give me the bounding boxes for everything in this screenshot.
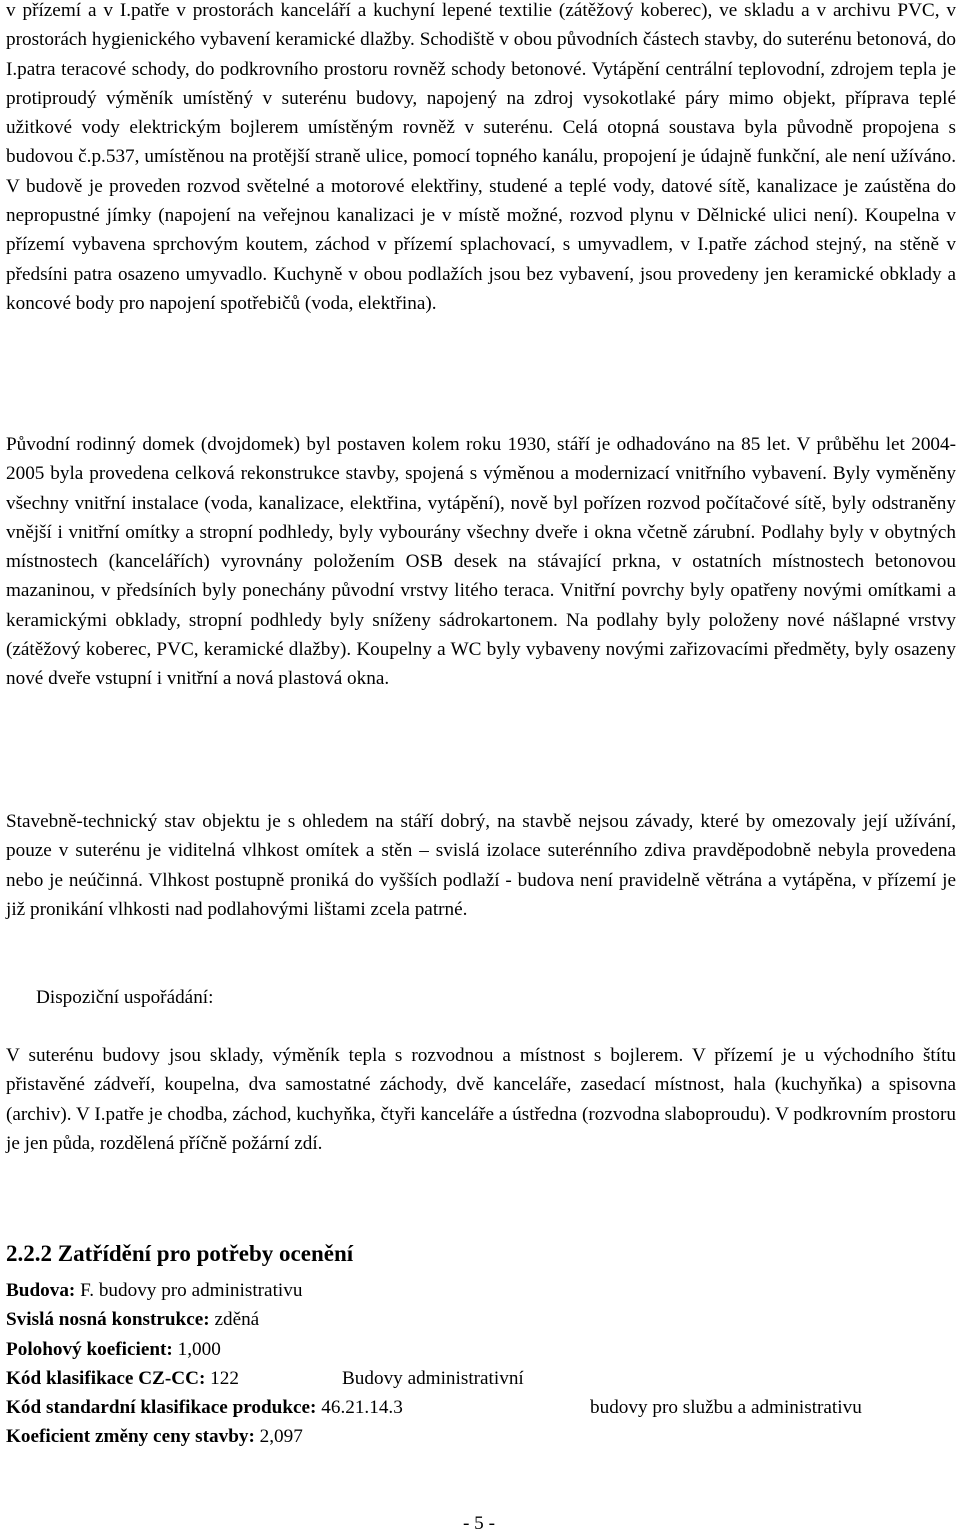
- klasifikace-value: 122: [205, 1367, 239, 1389]
- paragraph-technical-condition: Stavebně-technický stav objektu je s ohledem na stáří dobrý, na stavbě nejsou závady, které by omezovaly její užívání, pouze v suterénu je viditelná vlhkost omítek a stěn – svislá izolace suterénního zdiva pravděpodobně nebyla provedena nebo je neúčinná. Vlhkost postupně proniká do vyšších podlaží - budova není pravidelně větrána a vytápěna, v přízemí je již pronikání vlhkosti nad podlahovými lištami zcela patrné.: [6, 811, 956, 920]
- classification-list: [6, 1276, 956, 1452]
- polohovy-value: 1,000: [172, 1338, 221, 1360]
- classification-row-produkce: [6, 1393, 956, 1422]
- klasifikace-description: Budovy administrativní: [342, 1367, 524, 1389]
- classification-row-koeficient: [6, 1422, 956, 1451]
- layout-subheading: Dispoziční uspořádání:: [36, 987, 214, 1008]
- section-title: 2.2.2 Zatřídění pro potřeby ocenění: [6, 1241, 354, 1266]
- budova-value: F. budovy pro administrativu: [75, 1280, 303, 1301]
- polohovy-label: Polohový koeficient:: [6, 1338, 173, 1360]
- budova-label: Budova:: [6, 1280, 76, 1301]
- konstrukce-value: zděná: [209, 1309, 260, 1331]
- paragraph-layout-description: V suterénu budovy jsou sklady, výměník tepla s rozvodnou a místnost s bojlerem. V přízemí je u východního štítu přistavěné zádveří, koupelna, dva samostatné záchody, dvě kanceláře, zasedací místnost, hala (kuchyňka) a spisovna (archiv). V I.patře je chodba, záchod, kuchyňka, čtyři kanceláře a ústředna (rozvodna slaboproudu). V podkrovním prostoru je jen půda, rozdělená příčně požární zdí.: [6, 1045, 956, 1154]
- koeficient-label: Koeficient změny ceny stavby:: [6, 1426, 255, 1448]
- produkce-description: budovy pro službu a administrativu: [590, 1397, 862, 1419]
- produkce-value: 46.21.14.3: [316, 1397, 403, 1419]
- page-number: - 5 -: [463, 1513, 495, 1534]
- koeficient-value: 2,097: [254, 1426, 303, 1448]
- konstrukce-label: Svislá nosná konstrukce:: [6, 1309, 210, 1331]
- classification-row-polohovy: [6, 1335, 956, 1364]
- paragraph-equipment-description: v přízemí a v I.patře v prostorách kanceláří a kuchyní lepené textilie (zátěžový koberec), ve skladu a v archivu PVC, v prostorách hygienického vybavení keramické dlažby. Schodiště v obou původních částech stavby, do suterénu betonová, do I.patra teracové schody, do podkrovního prostoru rovněž schody betonové. Vytápění centrální teplovodní, zdrojem tepla je protiproudý výměník umístěný v suterénu budovy, napojený na zdroj vysokotlaké páry mimo objekt, příprava teplé užitkové vody elektrickým bojlerem umístěným rovněž v suterénu. Celá otopná soustava byla původně propojena s budovou č.p.537, umístěnou na protější straně ulice, pomocí topného kanálu, propojení je údajně funkční, ale není užíváno. V budově je proveden rozvod světelné a motorové elektřiny, studené a teplé vody, datové sítě, kanalizace je zaústěna do nepropustné jímky (napojení na veřejnou kanalizaci je v místě možné, rozvod plynu v Dělnické ulici není). Koupelna v přízemí vybavena sprchovým koutem, záchod v přízemí splachovací, s umyvadlem, v I.patře záchod stejný, na stěně v předsíni patra osazeno umyvadlo. Kuchyně v obou podlažích jsou bez vybavení, jsou provedeny jen keramické obklady a koncové body pro napojení spotřebičů (voda, elektřina).: [6, 0, 956, 314]
- classification-row-cz-cc: [6, 1364, 956, 1393]
- classification-row-konstrukce: [6, 1305, 956, 1334]
- classification-row-budova: [6, 1276, 956, 1305]
- klasifikace-label: Kód klasifikace CZ-CC:: [6, 1367, 206, 1389]
- paragraph-building-history: Původní rodinný domek (dvojdomek) byl postaven kolem roku 1930, stáří je odhadováno na 85 let. V průběhu let 2004-2005 byla provedena celková rekonstrukce stavby, spojená s výměnou a modernizací vnitřního vybavení. Byly vyměněny všechny vnitřní instalace (voda, kanalizace, elektřina, vytápění), nově byl pořízen rozvod počítačové sítě, byly odstraněny vnější i vnitřní omítky a stropní podhledy, byly vybourány všechny dveře i okna včetně zárubní. Podlahy byly v obytných místnostech (kancelářích) vyrovnány položením OSB desek na stávající prkna, v ostatních místnostech betonovou mazaninou, v předsíních byly ponechány původní vrstvy litého teraca. Vnitřní povrchy byly opatřeny novými omítkami a keramickými obklady, stropní podhledy byly sníženy sádrokartonem. Na podlahy byly položeny nové nášlapné vrstvy (zátěžový koberec, PVC, keramické dlažby). Koupelny a WC byly vybaveny novými zařizovacími předměty, byly osazeny nové dveře vstupní i vnitřní a nová plastová okna.: [6, 434, 956, 690]
- produkce-label: Kód standardní klasifikace produkce:: [6, 1397, 317, 1419]
